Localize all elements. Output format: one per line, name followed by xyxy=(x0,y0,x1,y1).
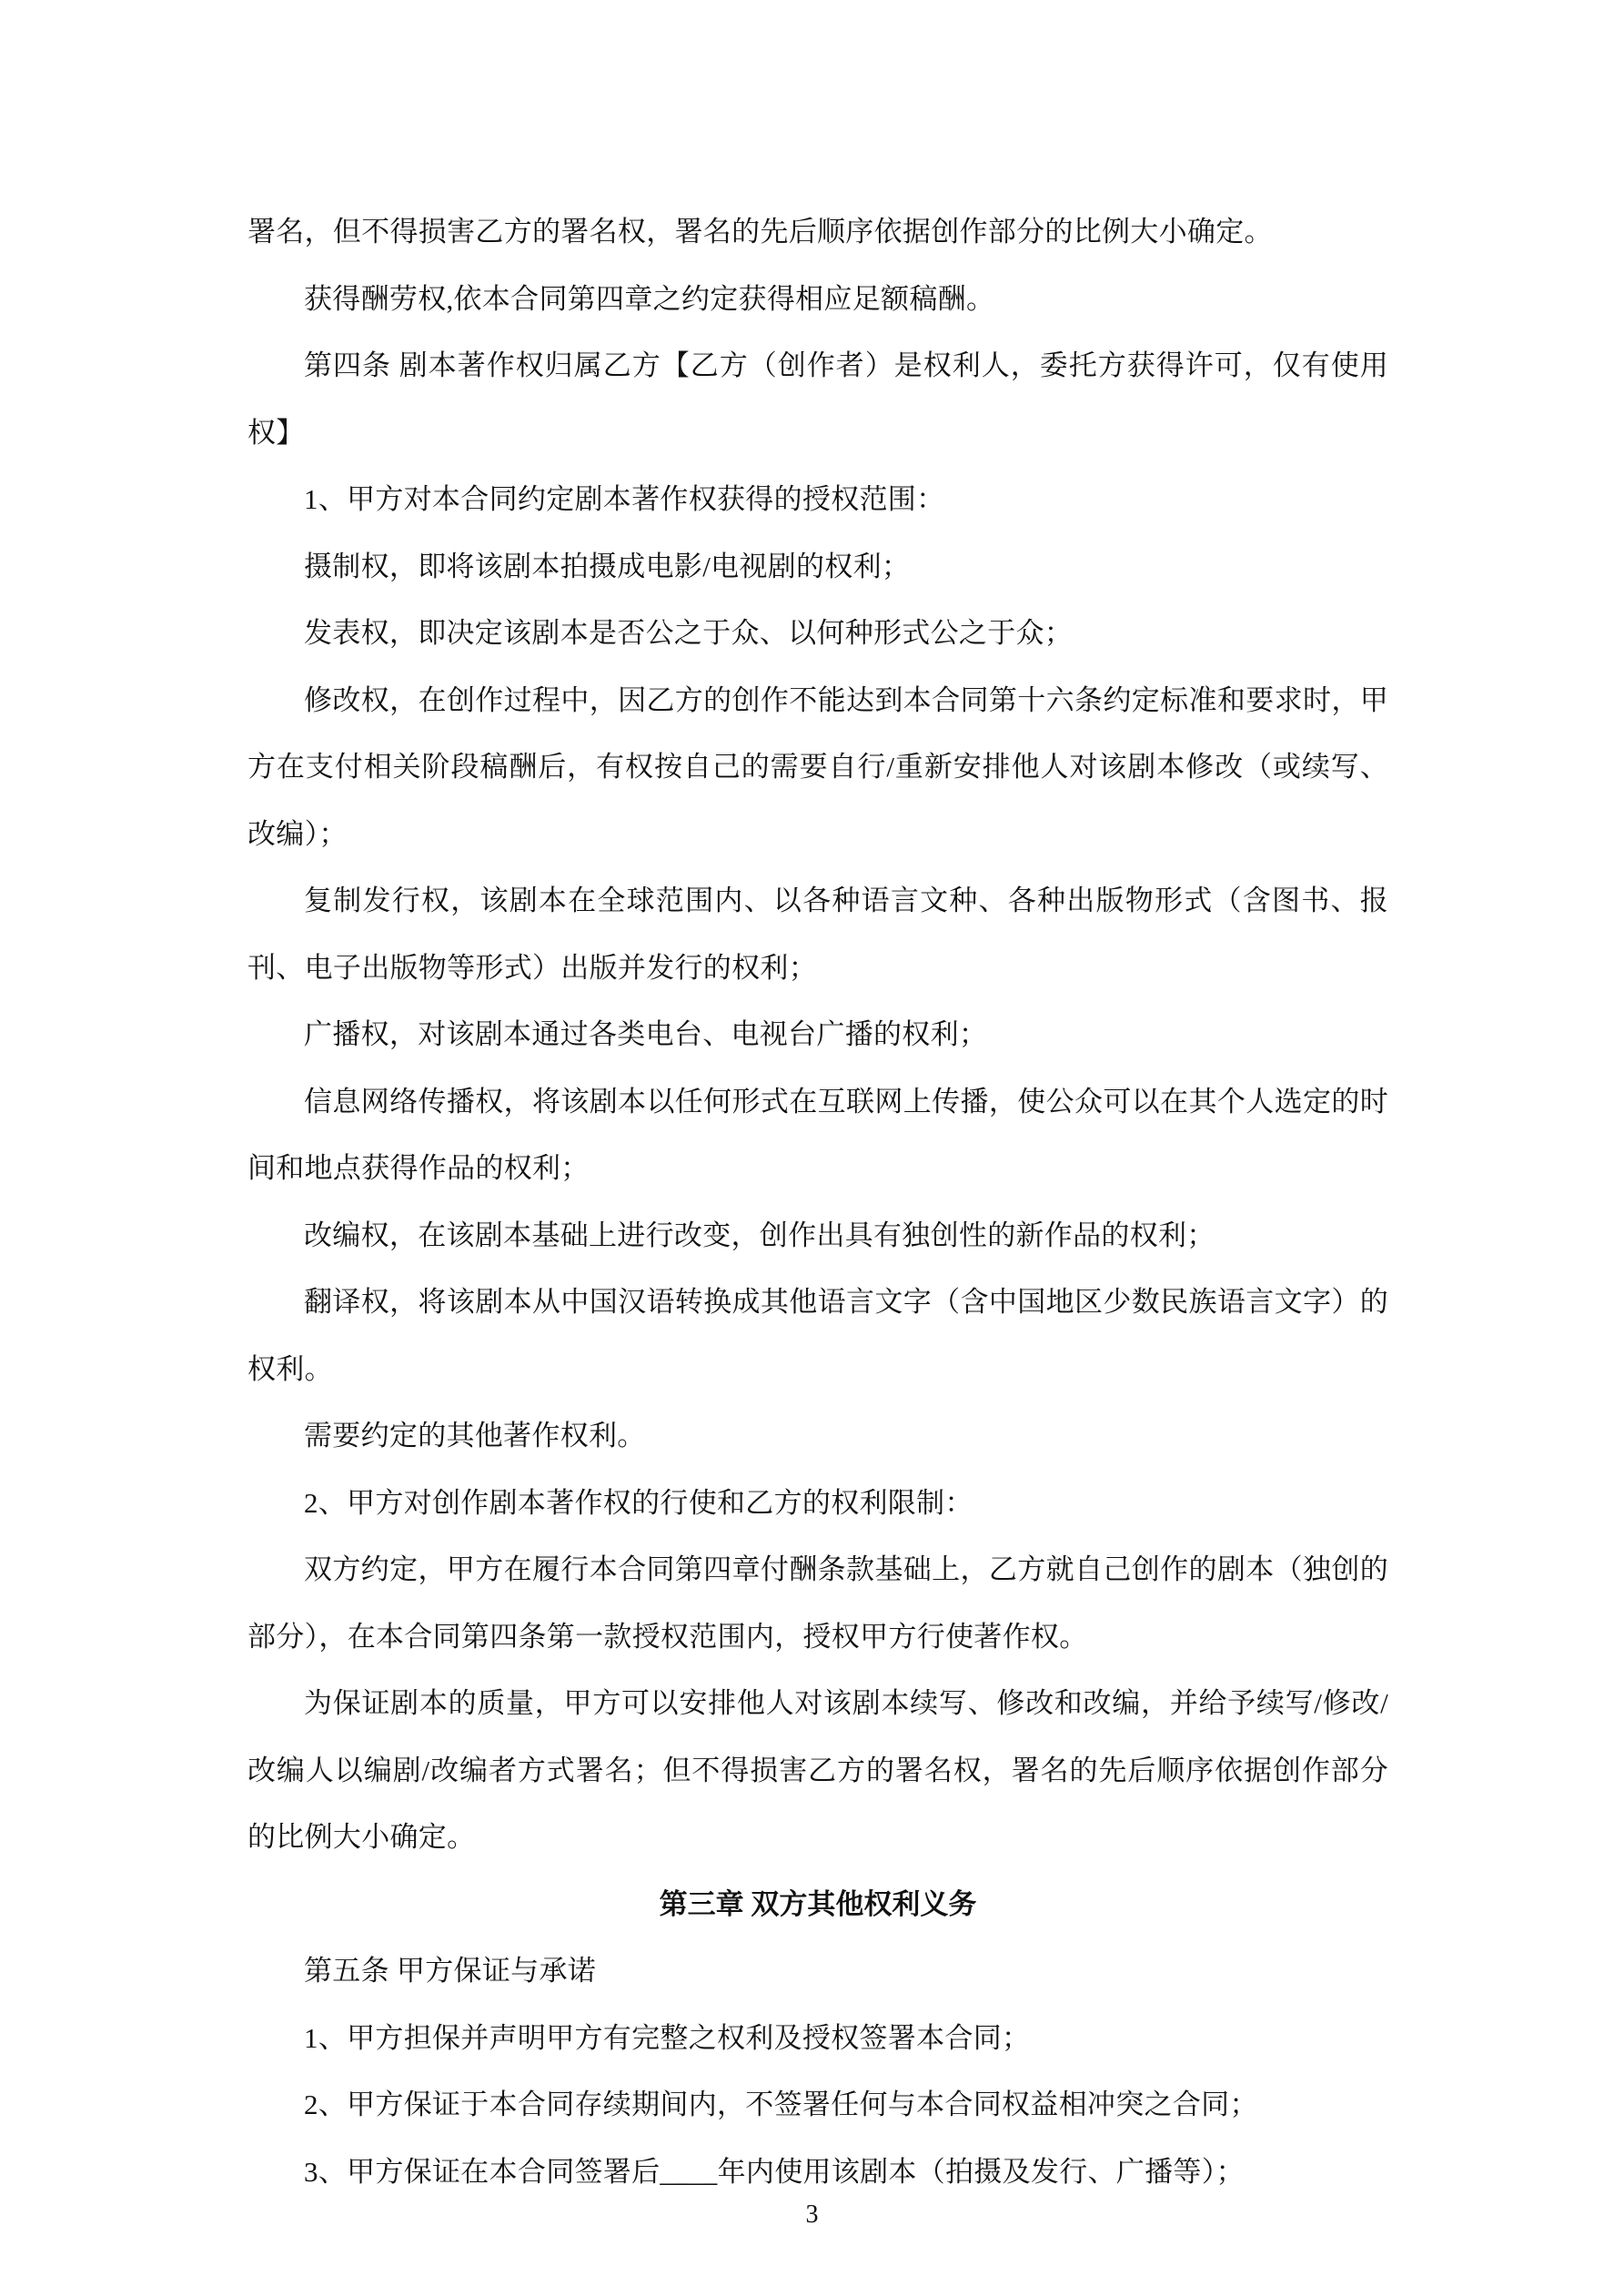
paragraph: 双方约定，甲方在履行本合同第四章付酬条款基础上，乙方就自己创作的剧本（独创的部分），在本合同第四条第一款授权范围内，授权甲方行使著作权。 xyxy=(247,1553,1388,1653)
paragraph: 发表权，即决定该剧本是否公之于众、以何种形式公之于众； xyxy=(304,617,1074,649)
paragraph: 翻译权，将该剧本从中国汉语转换成其他语言文字（含中国地区少数民族语言文字）的权利。 xyxy=(247,1286,1388,1385)
paragraph: 2、甲方保证于本合同存续期间内，不签署任何与本合同权益相冲突之合同； xyxy=(304,2089,1258,2120)
paragraph: 1、甲方担保并声明甲方有完整之权利及授权签署本合同； xyxy=(304,2021,1031,2054)
chapter-heading: 第三章 双方其他权利义务 xyxy=(659,1887,977,1920)
paragraph: 获得酬劳权,依本合同第四章之约定获得相应足额稿酬。 xyxy=(304,282,995,315)
paragraph: 需要约定的其他著作权利。 xyxy=(304,1420,646,1451)
paragraph: 复制发行权，该剧本在全球范围内、以各种语言文种、各种出版物形式（含图书、报刊、电子出版物等形式）出版并发行的权利； xyxy=(247,885,1388,984)
paragraph: 署名，但不得损害乙方的署名权，署名的先后顺序依据创作部分的比例大小确定。 xyxy=(247,216,1273,248)
page-number: 3 xyxy=(805,2200,819,2229)
paragraph: 2、甲方对创作剧本著作权的行使和乙方的权利限制： xyxy=(304,1486,973,1519)
paragraph: 第四条 剧本著作权归属乙方【乙方（创作者）是权利人，委托方获得许可，仅有使用权】 xyxy=(247,349,1388,449)
paragraph: 为保证剧本的质量，甲方可以安排他人对该剧本续写、修改和改编，并给予续写/修改/改编人以编剧/改编者方式署名；但不得损害乙方的署名权，署名的先后顺序依据创作部分的比例大小确定。 xyxy=(247,1687,1388,1853)
paragraph: 摄制权，即将该剧本拍摄成电影/电视剧的权利； xyxy=(304,550,911,582)
paragraph: 广播权，对该剧本通过各类电台、电视台广播的权利； xyxy=(304,1018,988,1050)
paragraph: 1、甲方对本合同约定剧本著作权获得的授权范围： xyxy=(304,483,945,515)
document-body xyxy=(247,198,1388,2205)
paragraph: 第五条 甲方保证与承诺 xyxy=(304,1955,597,1987)
paragraph: 3、甲方保证在本合同签署后____年内使用该剧本（拍摄及发行、广播等）； xyxy=(304,2155,1245,2188)
paragraph: 信息网络传播权，将该剧本以任何形式在互联网上传播，使公众可以在其个人选定的时间和地点获得作品的权利； xyxy=(247,1085,1388,1184)
paragraph: 改编权，在该剧本基础上进行改变，创作出具有独创性的新作品的权利； xyxy=(304,1219,1215,1251)
paragraph: 修改权，在创作过程中，因乙方的创作不能达到本合同第十六条约定标准和要求时，甲方在支付相关阶段稿酬后，有权按自己的需要自行/重新安排他人对该剧本修改（或续写、改编）； xyxy=(247,683,1388,850)
